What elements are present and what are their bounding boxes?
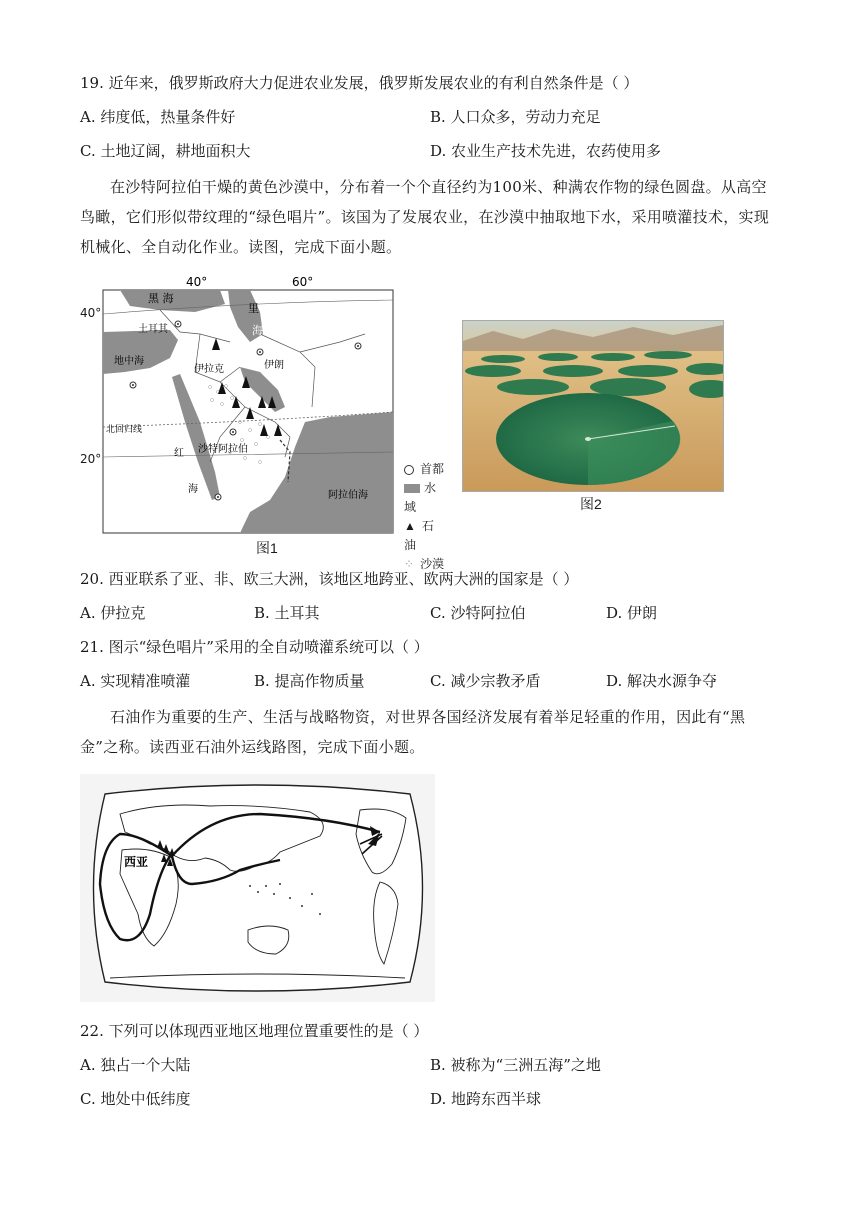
passage-black-gold: 石油作为重要的生产、生活与战略物资，对世界各国经济发展有着举足轻重的作用，因此有“黑金”之称。读西亚石油外运线路图，完成下面小题。 (80, 708, 746, 756)
figure-1-caption: 图1 (256, 540, 278, 556)
q19-option-b: B. 人口众多，劳动力充足 (430, 108, 601, 126)
world-map-svg (80, 774, 435, 1002)
q22-option-a: A. 独占一个大陆 (80, 1056, 191, 1074)
caspian-label-1: 里 (248, 302, 259, 315)
legend-desert: ⁘ 沙漠 (404, 555, 445, 574)
caspian-label-2: 海 (252, 324, 263, 337)
legend-water: 水域 (404, 481, 437, 514)
lon-60-label: 60° (292, 275, 314, 289)
water-icon (404, 484, 420, 493)
q21-option-c: C. 减少宗教矛盾 (430, 672, 541, 690)
red-sea-label-1: 红 (174, 448, 184, 459)
lat-20-label: 20° (80, 452, 102, 466)
saudi-label: 沙特阿拉伯 (198, 444, 248, 455)
west-asia-label: 西亚 (124, 855, 149, 869)
desert-icon: ⁘ (404, 557, 415, 571)
q22-option-c: C. 地处中低纬度 (80, 1090, 191, 1108)
lon-40-label: 40° (186, 275, 208, 289)
legend-capital: 首都 (404, 460, 445, 479)
q20-option-a: A. 伊拉克 (80, 604, 146, 622)
figure-2-photo (462, 320, 724, 492)
turkey-label: 土耳其 (138, 324, 168, 335)
figure-1-map (80, 272, 445, 571)
q20-stem: 20. 西亚联系了亚、非、欧三大洲，该地区地跨亚、欧两大洲的国家是（ ） (80, 570, 579, 588)
red-sea-label-2: 海 (188, 484, 198, 495)
oil-icon: ▲ (404, 519, 416, 533)
crop-circles-illustration (463, 321, 723, 491)
q20-option-d: D. 伊朗 (606, 604, 658, 622)
black-sea-label: 黑 海 (148, 292, 174, 305)
q22-option-b: B. 被称为“三洲五海”之地 (430, 1056, 601, 1074)
legend-oil: ▲ 石油 (404, 519, 434, 552)
q20-option-b: B. 土耳其 (254, 604, 320, 622)
q19-option-c: C. 土地辽阔，耕地面积大 (80, 142, 251, 160)
q20-option-c: C. 沙特阿拉伯 (430, 604, 526, 622)
q19-option-a: A. 纬度低，热量条件好 (80, 108, 236, 126)
q21-option-b: B. 提高作物质量 (254, 672, 365, 690)
iran-label: 伊朗 (264, 360, 284, 371)
capital-icon (404, 465, 414, 475)
passage-green-records: 在沙特阿拉伯干燥的黄色沙漠中，分布着一个个直径约为100米、种满农作物的绿色圆盘。从高空鸟瞰，它们形似带纹理的“绿色唱片”。该国为了发展农业，在沙漠中抽取地下水，采用喷灌技术，实现机械化、全自动化作业。读图，完成下面小题。 (80, 178, 770, 256)
figure-2-caption: 图2 (580, 496, 602, 512)
q22-stem: 22. 下列可以体现西亚地区地理位置重要性的是（ ） (80, 1022, 429, 1040)
arabian-sea-label: 阿拉伯海 (328, 490, 368, 501)
q22-option-d: D. 地跨东西半球 (430, 1090, 542, 1108)
iraq-label: 伊拉克 (194, 364, 224, 375)
lat-40-label: 40° (80, 306, 102, 320)
q19-option-d: D. 农业生产技术先进，农药使用多 (430, 142, 662, 160)
west-asia-map-svg (100, 272, 445, 554)
q19-stem: 19. 近年来，俄罗斯政府大力促进农业发展，俄罗斯发展农业的有利自然条件是（ ） (80, 74, 639, 92)
tropic-label: 北回归线 (106, 425, 143, 435)
q21-stem: 21. 图示“绿色唱片”采用的全自动喷灌系统可以（ ） (80, 638, 429, 656)
q21-option-d: D. 解决水源争夺 (606, 672, 718, 690)
map-legend (404, 460, 445, 574)
figure-3-oil-routes-map (80, 774, 435, 1002)
q21-option-a: A. 实现精准喷灌 (80, 672, 191, 690)
mediterranean-label: 地中海 (114, 356, 144, 367)
